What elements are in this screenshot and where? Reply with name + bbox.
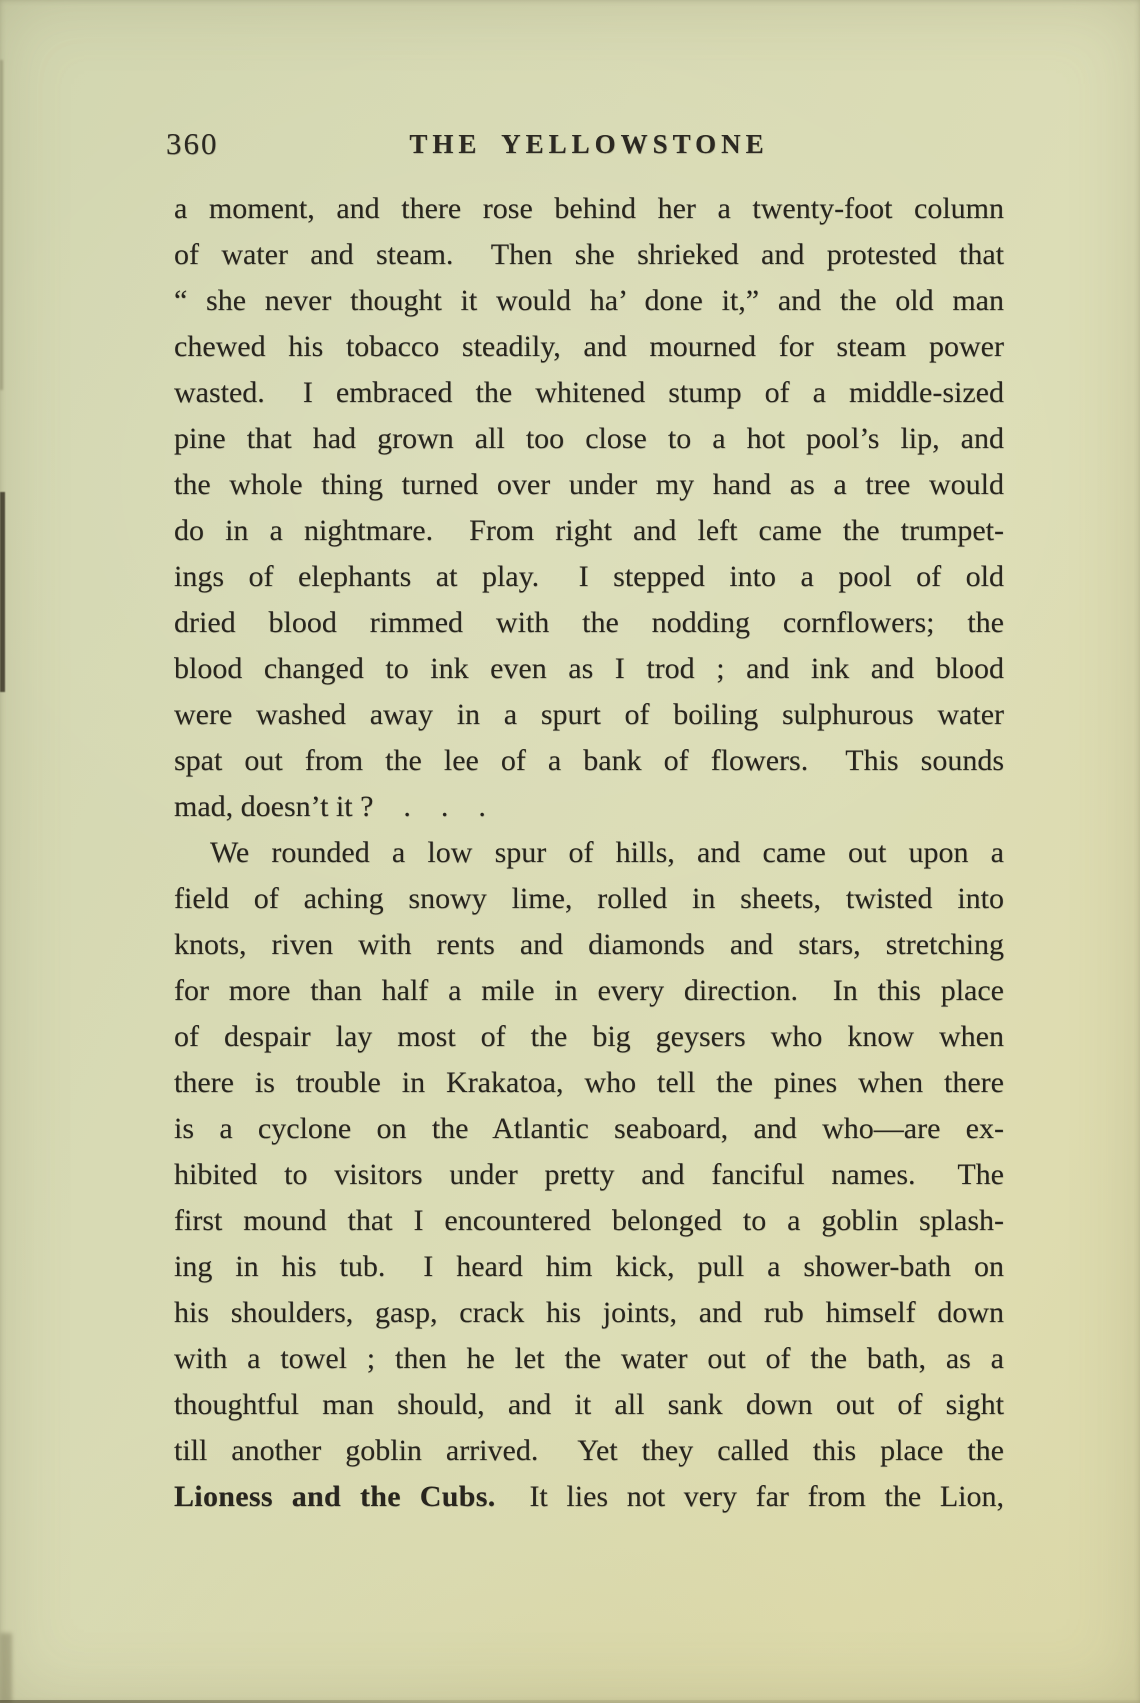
text-line (174, 508, 1004, 554)
scan-edge-artifact (0, 60, 3, 390)
page-body-text (174, 186, 1004, 1520)
text-line (174, 876, 1004, 922)
text-segment: mad, doesn’t it ? . . . (174, 790, 486, 823)
text-segment: his shoulders, gasp, crack his joints, and rub himself down (174, 1296, 1004, 1329)
text-segment: first mound that I encountered belonged to a goblin splash- (174, 1204, 1004, 1237)
text-line (174, 1336, 1004, 1382)
text-segment: hibited to visitors under pretty and fanciful names. The (174, 1158, 1004, 1191)
text-line (174, 370, 1004, 416)
scan-edge-artifact (0, 492, 5, 692)
text-segment: field of aching snowy lime, rolled in sheets, twisted into (174, 882, 1004, 915)
text-line (174, 968, 1004, 1014)
text-line (174, 784, 1004, 830)
running-title: THE YELLOWSTONE (409, 129, 769, 159)
text-line (174, 692, 1004, 738)
text-line (174, 232, 1004, 278)
text-segment: thoughtful man should, and it all sank down out of sight (174, 1388, 1004, 1421)
text-segment: We rounded a low spur of hills, and came out upon a (210, 836, 1004, 869)
text-segment: for more than half a mile in every direction. In this place (174, 974, 1004, 1007)
text-segment: pine that had grown all too close to a hot pool’s lip, and (174, 422, 1004, 455)
text-segment: knots, riven with rents and diamonds and stars, stretching (174, 928, 1004, 961)
text-line (174, 278, 1004, 324)
text-segment: spat out from the lee of a bank of flowers. This sounds (174, 744, 1004, 777)
text-segment: ings of elephants at play. I stepped into a pool of old (174, 560, 1004, 593)
text-segment: dried blood rimmed with the nodding cornflowers; the (174, 606, 1004, 639)
text-line (174, 1290, 1004, 1336)
text-line (174, 922, 1004, 968)
text-line (174, 554, 1004, 600)
text-line (174, 1060, 1004, 1106)
bold-text-segment: Lioness and the Cubs. (174, 1480, 515, 1513)
page-header (166, 126, 1004, 166)
text-line (174, 1244, 1004, 1290)
text-segment: wasted. I embraced the whitened stump of a middle-sized (174, 376, 1004, 409)
text-segment: blood changed to ink even as I trod ; and ink and blood (174, 652, 1004, 685)
text-segment: there is trouble in Krakatoa, who tell the pines when there (174, 1066, 1004, 1099)
text-line (174, 416, 1004, 462)
text-line (174, 324, 1004, 370)
text-segment: the whole thing turned over under my hand as a tree would (174, 468, 1004, 501)
scan-edge-artifact (0, 1633, 12, 1703)
text-line (174, 738, 1004, 784)
text-line (174, 1152, 1004, 1198)
text-segment: do in a nightmare. From right and left came the trumpet- (174, 514, 1004, 547)
text-line (174, 1382, 1004, 1428)
text-segment: “ she never thought it would ha’ done it,” and the old man (174, 284, 1004, 317)
text-segment: were washed away in a spurt of boiling sulphurous water (174, 698, 1004, 731)
text-segment: till another goblin arrived. Yet they called this place the (174, 1434, 1004, 1467)
text-segment: a moment, and there rose behind her a twenty-foot column (174, 192, 1004, 225)
text-line (174, 600, 1004, 646)
text-segment: is a cyclone on the Atlantic seaboard, and who—are ex- (174, 1112, 1004, 1145)
text-segment: It lies not very far from the Lion, (514, 1480, 1004, 1513)
text-line (174, 1198, 1004, 1244)
text-segment: of water and steam. Then she shrieked and protested that (174, 238, 1004, 271)
text-segment: chewed his tobacco steadily, and mourned for steam power (174, 330, 1004, 363)
text-line (174, 186, 1004, 232)
text-line (174, 462, 1004, 508)
text-line (174, 646, 1004, 692)
text-line (174, 1014, 1004, 1060)
text-segment: of despair lay most of the big geysers who know when (174, 1020, 1004, 1053)
text-line (174, 830, 1004, 876)
page-number: 360 (166, 126, 219, 161)
text-line (174, 1428, 1004, 1474)
text-line (174, 1106, 1004, 1152)
text-segment: ing in his tub. I heard him kick, pull a shower-bath on (174, 1250, 1004, 1283)
text-line (174, 1474, 1004, 1520)
text-segment: with a towel ; then he let the water out of the bath, as a (174, 1342, 1004, 1375)
